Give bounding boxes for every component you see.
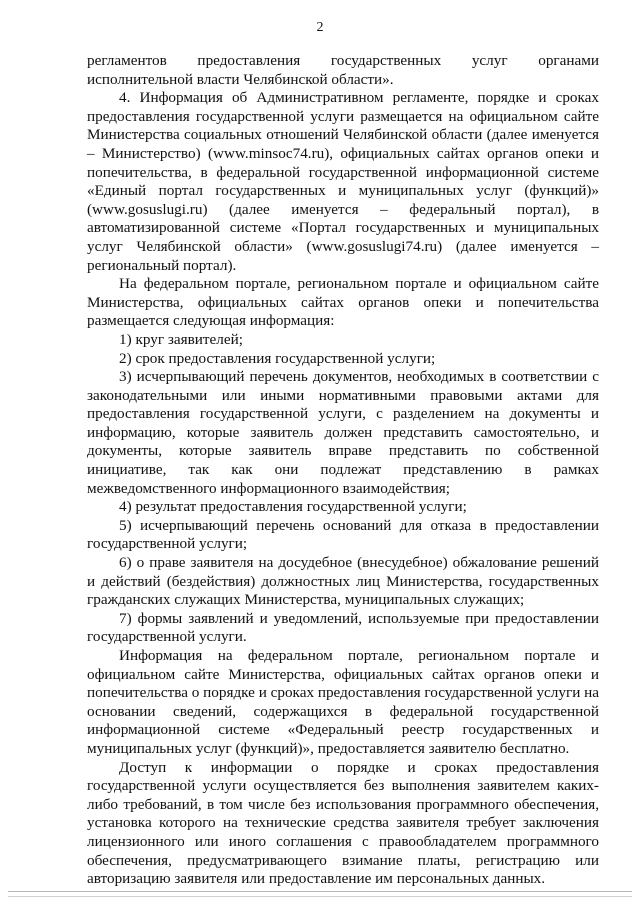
paragraph-item-4: 4. Информация об Административном регламенте, порядке и сроках предоставления государственной услуги размещается на официальном сайте Министерства социальных отношений Челябинской области (далее именуется – Министерство) (www.minsoc74.ru), официальных сайтах органов опеки и попечительства, в федеральной государственной информационной системе «Единый портал государственных и муниципальных услуг (функций)» (www.gosuslugi.ru) (далее именуется – федеральный портал), в автоматизированной системе «Портал государственных и муниципальных услуг Челябинской области» (www.gosuslugi74.ru) (далее именуется – региональный портал). [87,89,599,274]
paragraph-access-conditions: Доступ к информации о порядке и сроках предоставления государственной услуги осуществляется без выполнения заявителем каких-либо требований, в том числе без использования программного обеспечения, установка которого на технические средства заявителя требует заключения лицензионного или иного соглашения с правообладателем программного обеспечения, предусматривающего взимание платы, регистрацию или авторизацию заявителя или предоставление им персональных данных. [87,758,599,888]
list-item-2: 2) срок предоставления государственной услуги; [119,349,436,367]
page-number: 2 [316,20,324,35]
paragraph-continuation: регламентов предоставления государственных услуг органами исполнительной власти Челябинской области». [87,52,599,88]
paragraph-published-info-intro: На федеральном портале, региональном портале и официальном сайте Министерства, официальных сайтах органов опеки и попечительства размещается следующая информация: [87,275,599,330]
list-item-3: 3) исчерпывающий перечень документов, необходимых в соответствии с законодательными или иными нормативными правовыми актами для предоставления государственной услуги, с разделением на документы и информацию, которые заявитель должен представить самостоятельно, и документы, которые заявитель вправе представить по собственной инициативе, так как они подлежат представлению в рамках межведомственного информационного взаимодействия; [87,368,599,497]
list-item-5: 5) исчерпывающий перечень оснований для отказа в предоставлении государственной услуги; [87,516,599,553]
paragraph-free-of-charge: Информация на федеральном портале, региональном портале и официальном сайте Министерства, официальных сайтах органов опеки и попечительства о порядке и сроках предоставления государственной услуги на основании сведений, содержащихся в федеральной государственной информационной системе «Федеральный реестр государственных и муниципальных услуг (функций)», предоставляется заявителю бесплатно. [87,647,599,757]
footer-divider [8,891,632,892]
list-item-4: 4) результат предоставления государственной услуги; [119,498,467,516]
list-item-1: 1) круг заявителей; [119,330,243,348]
footer-divider-secondary [8,896,632,897]
document-body [87,52,599,889]
list-item-6: 6) о праве заявителя на досудебное (внесудебное) обжалование решений и действий (бездействия) должностных лиц Министерства, государственных гражданских служащих Министерства, муниципальных служащих; [87,554,599,609]
list-item-7: 7) формы заявлений и уведомлений, используемые при предоставлении государственной услуги. [87,609,599,646]
